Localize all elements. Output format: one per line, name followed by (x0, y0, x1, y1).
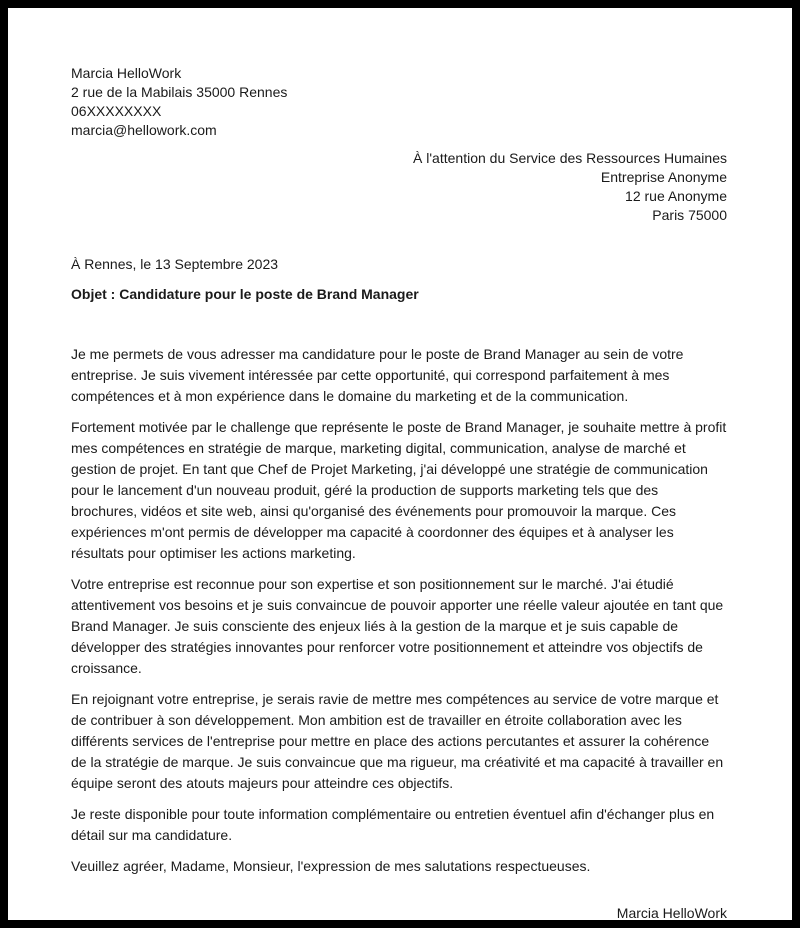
recipient-block (71, 149, 727, 225)
sender-phone: 06XXXXXXXX (71, 103, 162, 119)
recipient-attention-line: À l'attention du Service des Ressources Humaines (413, 150, 727, 166)
recipient-street: 12 rue Anonyme (625, 188, 727, 204)
body-paragraph-5: Je reste disponible pour toute information complémentaire ou entretien éventuel afin d'échanger plus en détail sur ma candidature. (71, 806, 715, 843)
sender-name: Marcia HelloWork (71, 65, 182, 81)
sender-email: marcia@hellowork.com (71, 122, 217, 138)
sender-address: 2 rue de la Mabilais 35000 Rennes (71, 84, 288, 100)
recipient-city: Paris 75000 (652, 207, 727, 223)
date-line: À Rennes, le 13 Septembre 2023 (71, 256, 279, 272)
body-paragraph-2: Fortement motivée par le challenge que représente le poste de Brand Manager, je souhaite mettre à profit mes compétences en stratégie de marque, marketing digital, communication, analyse de marché et gestion de projet. En tant que Chef de Projet Marketing, j'ai développé une stratégie de communication pour le lancement d'un nouveau produit, géré la production de supports marketing tels que des brochures, vidéos et site web, ainsi qu'organisé des événements pour promouvoir la marque. Ces expériences m'ont permis de développer ma capacité à coordonner des équipes et à analyser les résultats pour optimiser les actions marketing. (71, 419, 727, 561)
sender-block (71, 64, 727, 140)
recipient-company: Entreprise Anonyme (600, 169, 727, 185)
letter-body (71, 344, 727, 877)
body-paragraph-4: En rejoignant votre entreprise, je serais ravie de mettre mes compétences au service de votre marque et de contribuer à son développement. Mon ambition est de travailler en étroite collaboration avec les différents services de l'entreprise pour mettre en place des actions percutantes et assurer la cohérence de la stratégie de marque. Je suis convaincue que ma rigueur, ma créativité et ma capacité à travailler en équipe seront des atouts majeurs pour atteindre ces objectifs. (71, 691, 724, 791)
body-paragraph-3: Votre entreprise est reconnue pour son expertise et son positionnement sur le marché. J'ai étudié attentivement vos besoins et je suis convaincue de pouvoir apporter une réelle valeur ajoutée en tant que Brand Manager. Je suis consciente des enjeux liés à la gestion de la marque et je suis capable de développer des stratégies innovantes pour renforcer votre positionnement et atteindre vos objectifs de croissance. (71, 576, 724, 676)
subject-line: Objet : Candidature pour le poste de Brand Manager (71, 286, 419, 302)
body-paragraph-1: Je me permets de vous adresser ma candidature pour le poste de Brand Manager au sein de votre entreprise. Je suis vivement intéressée par cette opportunité, qui correspond parfaitement à mes compétences et à mon expérience dans le domaine du marketing et de la communication. (71, 346, 684, 404)
signature: Marcia HelloWork (616, 905, 727, 921)
body-paragraph-6: Veuillez agréer, Madame, Monsieur, l'expression de mes salutations respectueuses. (71, 858, 591, 874)
